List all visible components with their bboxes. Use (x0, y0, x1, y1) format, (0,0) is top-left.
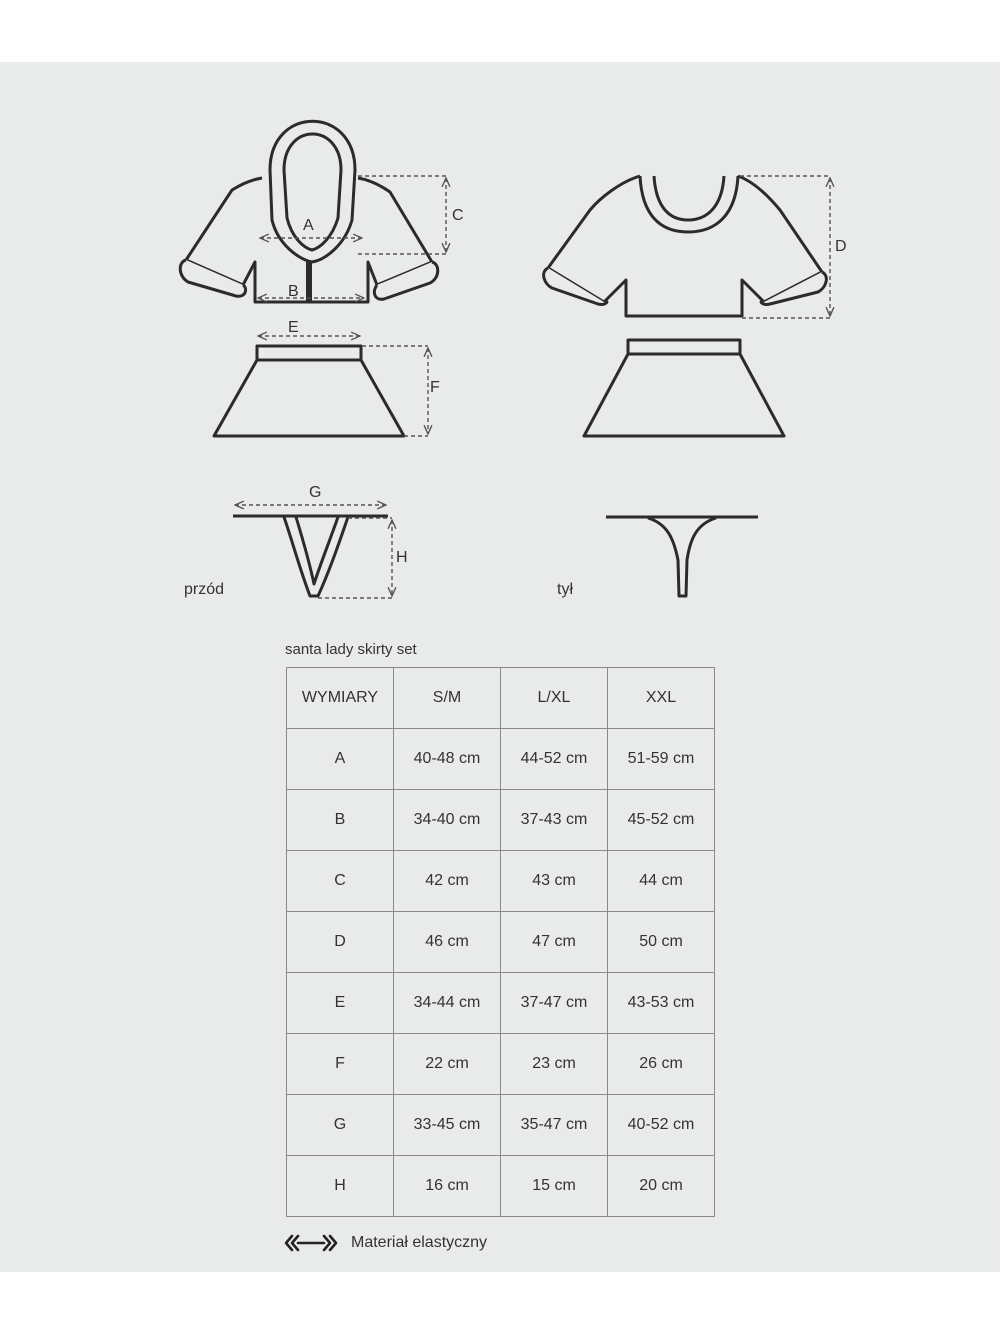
table-cell: 37-47 cm (501, 973, 608, 1034)
table-cell: 40-48 cm (394, 729, 501, 790)
table-row (287, 912, 715, 973)
table-cell: B (287, 790, 394, 851)
table-cell: 47 cm (501, 912, 608, 973)
front-thong-drawing (233, 516, 388, 596)
back-caption: tył (557, 581, 573, 598)
table-cell: 35-47 cm (501, 1095, 608, 1156)
label-a: A (303, 217, 314, 234)
table-cell: 23 cm (501, 1034, 608, 1095)
table-cell: 37-43 cm (501, 790, 608, 851)
table-cell: 16 cm (394, 1156, 501, 1217)
legend-text: Materiał elastyczny (351, 1234, 488, 1251)
table-row (287, 1156, 715, 1217)
table-cell: 22 cm (394, 1034, 501, 1095)
table-cell: 43-53 cm (608, 973, 715, 1034)
table-cell: G (287, 1095, 394, 1156)
table-cell: 51-59 cm (608, 729, 715, 790)
table-cell: 34-40 cm (394, 790, 501, 851)
table-cell: 34-44 cm (394, 973, 501, 1034)
table-cell: 44 cm (608, 851, 715, 912)
table-header-cell: WYMIARY (287, 668, 394, 729)
front-caption: przód (184, 581, 225, 598)
table-cell: 50 cm (608, 912, 715, 973)
size-table (286, 667, 715, 1217)
table-cell: C (287, 851, 394, 912)
table-cell: D (287, 912, 394, 973)
table-cell: 42 cm (394, 851, 501, 912)
back-top-drawing (544, 176, 827, 316)
table-cell: 26 cm (608, 1034, 715, 1095)
label-f: F (430, 379, 440, 396)
table-row (287, 1034, 715, 1095)
back-thong-drawing (606, 517, 758, 596)
table-row (287, 1095, 715, 1156)
label-h: H (396, 549, 408, 566)
table-cell: A (287, 729, 394, 790)
table-header-cell: S/M (394, 668, 501, 729)
front-skirt-drawing (214, 346, 404, 436)
table-cell: 40-52 cm (608, 1095, 715, 1156)
table-cell: 45-52 cm (608, 790, 715, 851)
label-e: E (288, 319, 299, 336)
back-skirt-drawing (584, 340, 784, 436)
table-cell: 43 cm (501, 851, 608, 912)
table-cell: H (287, 1156, 394, 1217)
label-d: D (835, 238, 847, 255)
label-b: B (288, 283, 299, 300)
product-title: santa lady skirty set (285, 641, 417, 658)
label-c: C (452, 207, 464, 224)
table-cell: E (287, 973, 394, 1034)
table-cell: 15 cm (501, 1156, 608, 1217)
label-g: G (309, 484, 322, 501)
table-row (287, 851, 715, 912)
table-row (287, 790, 715, 851)
elastic-arrows-icon (284, 1233, 338, 1253)
table-header-cell: XXL (608, 668, 715, 729)
table-cell: 33-45 cm (394, 1095, 501, 1156)
table-header-cell: L/XL (501, 668, 608, 729)
dimension-h-arrow (318, 518, 392, 598)
table-cell: F (287, 1034, 394, 1095)
table-header-row (287, 668, 715, 729)
table-cell: 44-52 cm (501, 729, 608, 790)
front-top-drawing (180, 121, 438, 302)
table-row (287, 973, 715, 1034)
table-cell: 20 cm (608, 1156, 715, 1217)
dimension-c-arrow (358, 176, 446, 254)
table-cell: 46 cm (394, 912, 501, 973)
table-row (287, 729, 715, 790)
